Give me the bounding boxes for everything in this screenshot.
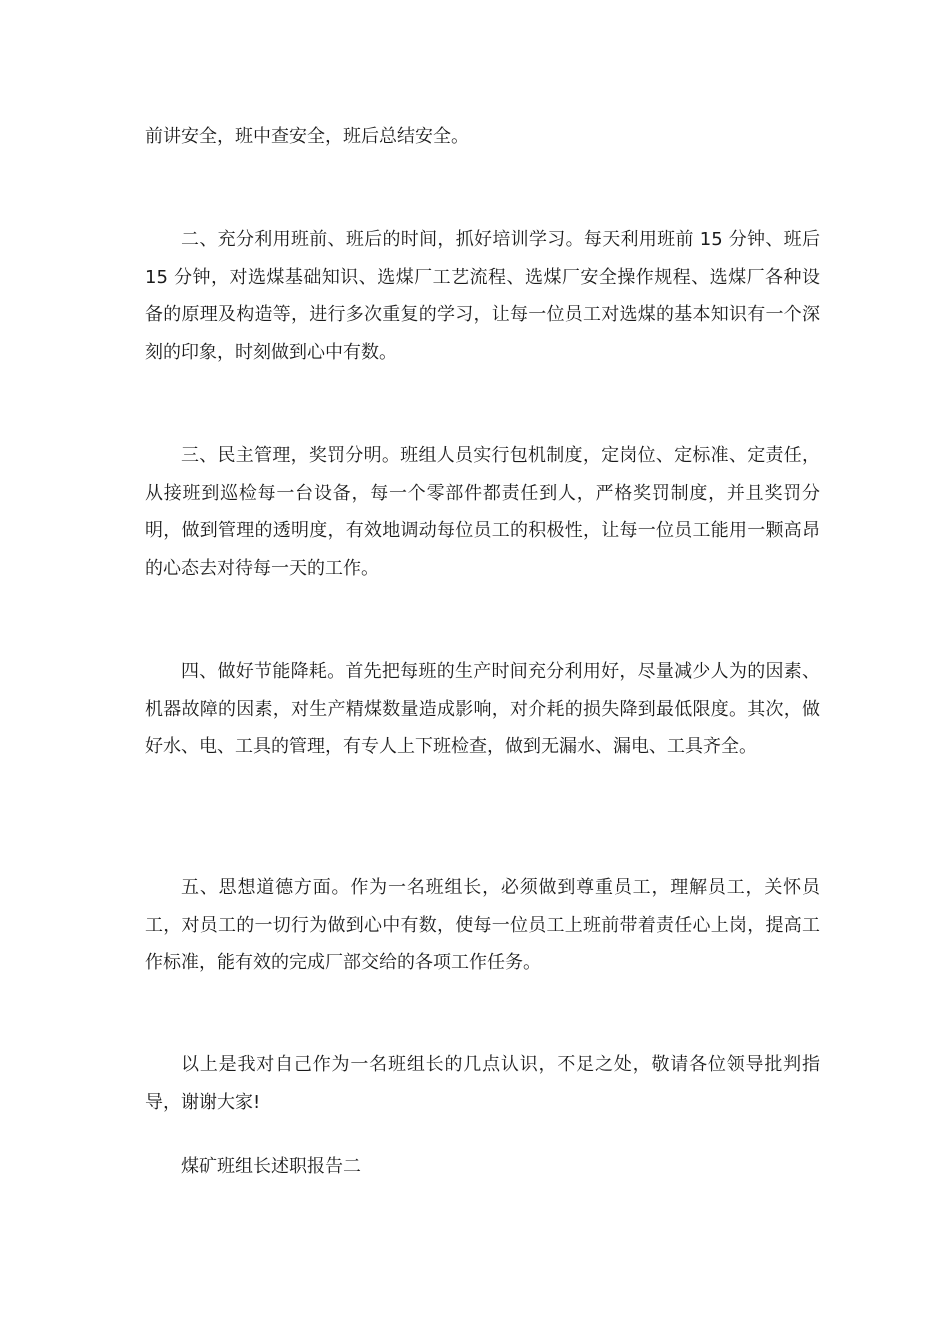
paragraph-energy-saving: 四、做好节能降耗。首先把每班的生产时间充分利用好，尽量减少人为的因素、机器故障的因素，对生产精煤数量造成影响，对介耗的损失降到最低限度。其次，做好水、电、工具的管理，有专人上下班检查，做到无漏水、漏电、工具齐全。 xyxy=(145,661,820,757)
section-heading: 煤矿班组长述职报告二 xyxy=(181,1156,361,1177)
paragraph-conclusion: 以上是我对自己作为一名班组长的几点认识，不足之处，敬请各位领导批判指导，谢谢大家! xyxy=(145,1054,820,1113)
paragraph-continuation: 前讲安全，班中查安全，班后总结安全。 xyxy=(145,126,469,147)
paragraph-ethics: 五、思想道德方面。作为一名班组长，必须做到尊重员工，理解员工，关怀员工，对员工的一切行为做到心中有数，使每一位员工上班前带着责任心上岗，提高工作标准，能有效的完成厂部交给的各项工作任务。 xyxy=(145,877,820,973)
paragraph-management: 三、民主管理，奖罚分明。班组人员实行包机制度，定岗位、定标准、定责任，从接班到巡检每一台设备，每一个零部件都责任到人，严格奖罚制度，并且奖罚分明，做到管理的透明度，有效地调动每位员工的积极性，让每一位员工能用一颗高昂的心态去对待每一天的工作。 xyxy=(145,445,820,579)
paragraph-training: 二、充分利用班前、班后的时间，抓好培训学习。每天利用班前 15 分钟、班后 15 分钟，对选煤基础知识、选煤厂工艺流程、选煤厂安全操作规程、选煤厂各种设备的原理及构造等，进行多次重复的学习，让每一位员工对选煤的基本知识有一个深刻的印象，时刻做到心中有数。 xyxy=(145,229,820,363)
